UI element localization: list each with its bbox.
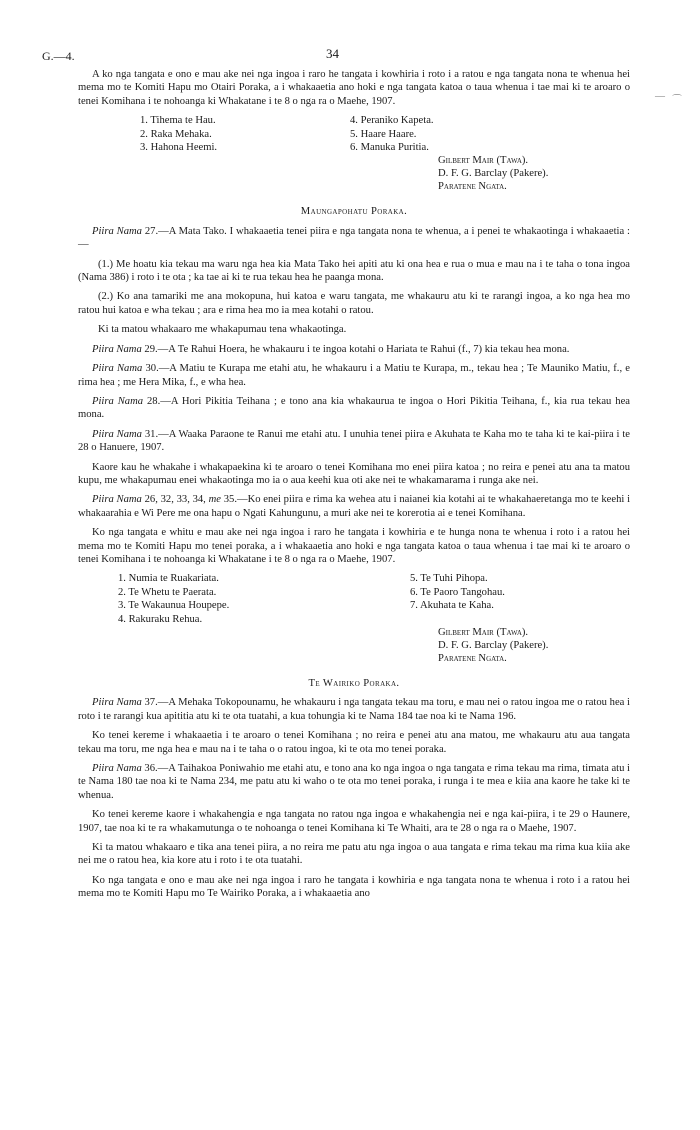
- paragraph: Ki ta matou whakaaro e tika ana tenei piira, a no reira me patu atu nga ingoa o aua tangata e rima tekau ma rima kua kiia ake nei me o ratou hea, kia kore atu i roto i te ota tuatahi.: [78, 842, 630, 867]
- section-heading: Maungapohatu Poraka.: [300, 206, 408, 218]
- appeal-text: 37.—A Mehaka Tokopounamu, he whakauru i nga tangata tekau ma toru, e mau nei o ratou ingoa me o ratou hea i roto i te rarangi kua apititia atu ki te ota tuatahi, a kua tohungia ki te Nama 184 tae noa ki te Nama 196.: [78, 697, 630, 722]
- appeal-label: Piira Nama: [92, 494, 142, 506]
- appeal-label: Piira Nama: [92, 363, 143, 375]
- name-item: 3. Te Wakaunua Houpepe.: [118, 600, 230, 612]
- appeal-text: 29.—A Te Rahui Hoera, he whakauru i te ingoa kotahi o Hariata te Rahui (f., 7) kia tekau hea mona.: [144, 343, 570, 355]
- intro-paragraph: A ko nga tangata e ono e mau ake nei nga ingoa i raro he tangata i kowhiria i roto i a ratou e nga tangata nona te whenua hei mema mo te Komiti Hapu mo Otairi Poraka, a i whakaaetia ano hoki e nga tangata katoa o taua whenua i tae mai ki te aroaro o tenei Komihana i te nohoanga ki Whakatane i te 8 o nga ra o Maehe, 1907.: [78, 69, 630, 107]
- appeal-label: Piira Nama: [92, 763, 142, 775]
- committee-names: [78, 114, 630, 154]
- paragraph: Kaore kau he whakahe i whakapaekina ki te aroaro o tenei Komihana mo enei piira katoa ; no reira e penei atu ana ta matou kupu, me whakapumau enei whakaotinga mo ia o aua keehi kua oti ake nei te whakamarama i runga ake nei.: [78, 461, 630, 486]
- appeal-text: 36.—A Taihakoa Poniwahio me etahi atu, e tono ana ko nga ingoa o nga tangata e rima tekau ma rima, timata atu i te Nama 180 tae noa ki te Nama 234, me patu atu ki waho o te ota mo tenei poraka, i runga i te mea e kiia ana kaore he take ki te whenua.: [78, 763, 630, 801]
- name-item: 3. Hahona Heemi.: [140, 142, 218, 154]
- order-item: (2.) Ko ana tamariki me ana mokopuna, hui katoa e waru tangata, me whakauru atu ki te rarangi ingoa, a ko nga hea mo ratou hui katoa e wha tekau ; ara e rima hea mo ia mea kotahi o ratou.: [78, 291, 630, 316]
- paragraph: Ki ta matou whakaaro me whakapumau tena whakaotinga.: [98, 324, 347, 336]
- appeal-text: 30.—A Matiu te Kurapa me etahi atu, he whakauru i a Matiu te Kurapa, m., tekau hea ; Te Mauniko Matiu, f., e rima hea ; me Hera Mika, f., e wha hea.: [78, 363, 630, 388]
- signature: Gilbert Mair (Tawa).: [438, 627, 529, 638]
- intro-paragraph: Ko nga tangata e whitu e mau ake nei nga ingoa i raro he tangata i kowhiria e te hunga nona te whenua i roto i a ratou hei mema mo te Komiti Hapu mo tenei poraka, a i whakaaetia ano hoki e nga tangata katoa o taua whenua i tae mai ki te aroaro o tenei Komihana i te nohoanga ki Whakatane i te 8 o nga ra o Maehe, 1907.: [78, 527, 630, 565]
- signature: Paratene Ngata.: [438, 653, 507, 664]
- committee-names: [78, 572, 630, 626]
- signature-block: [438, 626, 630, 665]
- margin-mark: ⌒: [672, 95, 682, 106]
- name-item: 7. Akuhata te Kaha.: [410, 600, 494, 612]
- name-item: 1. Tihema te Hau.: [140, 115, 216, 127]
- appeal-text: 31.—A Waaka Paraone te Ranui me etahi atu. I unuhia tenei piira e Akuhata te Kaha mo te taha ki te kai-piira i te 28 o Hanuere, 1907.: [78, 428, 630, 454]
- name-item: 5. Haare Haare.: [350, 128, 417, 140]
- page-number: 34: [326, 46, 339, 61]
- margin-mark: —: [655, 91, 665, 102]
- signature: D. F. G. Barclay (Pakere).: [438, 640, 549, 651]
- name-item: 2. Te Whetu te Paerata.: [118, 586, 217, 598]
- appeal-conjunction: me: [208, 494, 221, 506]
- signature: Gilbert Mair (Tawa).: [438, 155, 529, 167]
- order-item: (1.) Me hoatu kia tekau ma waru nga hea kia Mata Tako hei apiti atu ki ona hea e rua o mua e mau na i te taha o tona ingoa (Nama 386) i roto i te ota ; ka tae ai ki te rua tekau hea he paanga mona.: [78, 258, 630, 284]
- appeal-label: Piira Nama: [92, 225, 142, 237]
- page-body: [78, 68, 630, 907]
- appeal-text: 27.—A Mata Tako. I whakaaetia tenei piira e nga tangata nona te whenua, a i penei te whakaotinga i whakaaetia :—: [78, 225, 630, 251]
- appeal-label: Piira Nama: [92, 428, 142, 440]
- name-item: 2. Raka Mehaka.: [140, 128, 212, 140]
- series-code: G.—4.: [42, 49, 75, 63]
- paragraph: Ko tenei kereme kaore i whakahengia e nga tangata no ratou nga ingoa e whakahengia nei e nga kai-piira, i te 29 o Haunere, 1907, tae noa ki te ra whakamutunga o te nohoanga o tenei Komihana ki Te Whaiti, ara te 28 o nga ra o Maehe, 1907.: [78, 809, 630, 834]
- signature-block: [438, 154, 630, 193]
- name-item: 6. Te Paoro Tangohau.: [410, 586, 505, 598]
- appeal-numbers: 26, 32, 33, 34,: [144, 494, 206, 506]
- section-heading: Te Wairiko Poraka.: [308, 678, 400, 689]
- name-item: 5. Te Tuhi Pihopa.: [410, 573, 488, 585]
- name-item: 6. Manuka Puritia.: [350, 142, 429, 154]
- paragraph: Ko nga tangata e ono e mau ake nei nga ingoa i raro he tangata i kowhiria e nga tangata nona te whenua i roto i a ratou hei mema mo te Komiti Hapu mo Te Wairiko Poraka, a i whakaaetia ano: [78, 874, 630, 900]
- paragraph: Ko tenei kereme i whakaaetia i te aroaro o tenei Komihana ; no reira e penei atu ana matou, me whakauru atu aua tangata tekau ma toru, me nga hea e mau na i te taha o o ratou ingoa, ki te ota mo tenei poraka.: [78, 730, 630, 755]
- signature: Paratene Ngata.: [438, 181, 507, 193]
- name-item: 4. Peraniko Kapeta.: [350, 115, 434, 127]
- appeal-label: Piira Nama: [92, 395, 144, 407]
- appeal-text: 28.—A Hori Pikitia Teihana ; e tono ana kia whakaurua te ingoa o Hori Pikitia Teihana, f., kia rua tekau hea mona.: [78, 395, 630, 421]
- name-item: 1. Numia te Ruakariata.: [118, 573, 219, 585]
- appeal-label: Piira Nama: [92, 343, 142, 355]
- name-item: 4. Rakuraku Rehua.: [118, 613, 203, 625]
- signature: D. F. G. Barclay (Pakere).: [438, 168, 549, 180]
- appeal-label: Piira Nama: [92, 697, 142, 709]
- appeal-text: 35.—Ko enei piira e rima ka wehea atu i naianei kia kotahi ai te whakahaeretanga mo te keehi i whakaarahia e Wi Pere me ona hapu o Ngati Kahungunu, a muri ake nei te korerotia ai e tenei Komihana.: [78, 494, 631, 519]
